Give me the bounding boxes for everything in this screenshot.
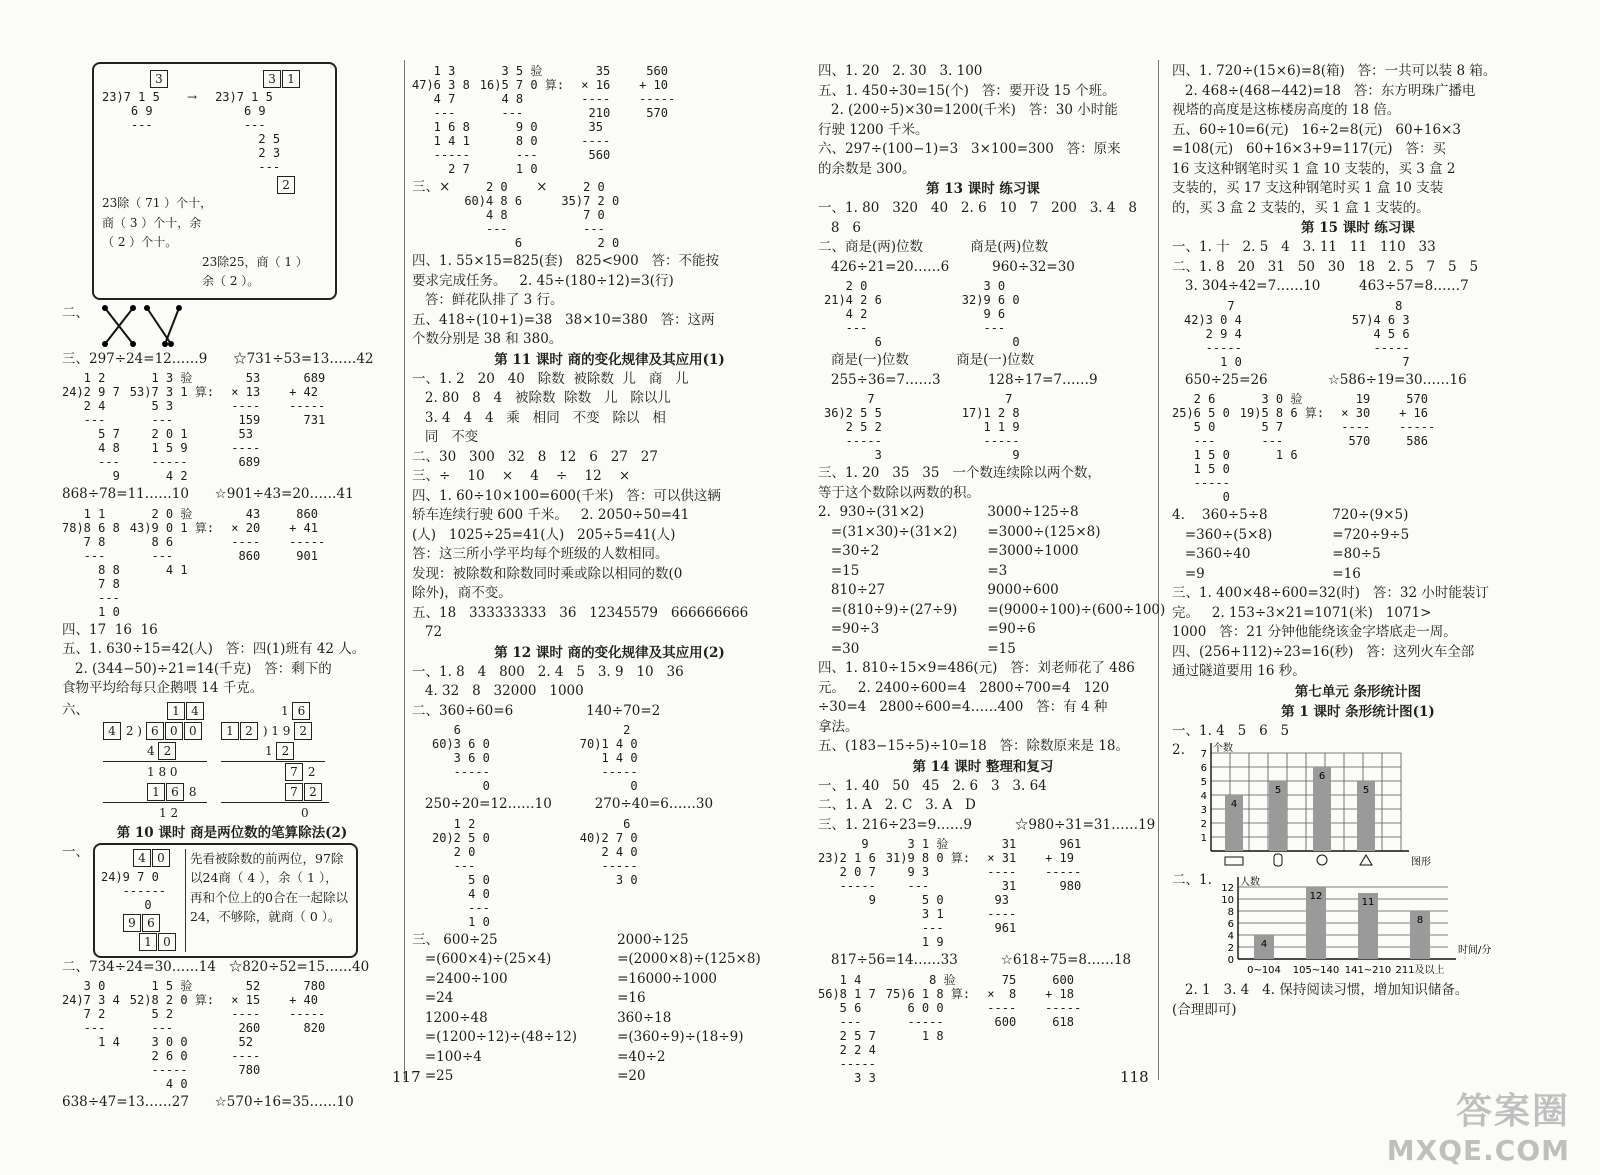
answer-line: 四、1. 810÷15×9=486(元) 答：刘老师花了 486 xyxy=(818,660,1135,676)
y-tick-label: 4 xyxy=(1200,791,1207,802)
answer-line: 四、1. 55×15=825(套) 825<900 答：不能按 xyxy=(412,253,720,269)
long-division: 9 23)2 1 6 2 0 7 ----- 9 xyxy=(818,837,876,907)
y-tick-label: 5 xyxy=(1200,777,1207,788)
bar-value-label: 4 xyxy=(1230,799,1238,810)
long-division: 3 0 32)9 6 0 9 6 --- 0 xyxy=(961,279,1020,349)
answer-line: 16 支这种钢笔时买 1 盒 10 支装的，买 3 盒 2 xyxy=(1172,160,1456,177)
watermark-logo: 答案圈 xyxy=(1455,1091,1570,1132)
answer-line: 完。 2. 153÷3×21=1071(米) 1071> xyxy=(1172,604,1432,621)
answer-line: 二、商是(两)位数 商是(两)位数 xyxy=(818,239,1049,255)
step: 三、 600÷25 xyxy=(412,931,498,948)
answer-line: 三、1. 20 35 35 一个数连续除以两个数， xyxy=(818,465,1101,481)
step: 9000÷600 xyxy=(987,582,1059,598)
y-tick-label: 6 xyxy=(1227,919,1234,930)
answer-line: 发现：被除数和除数同时乘或除以相同的数(0 xyxy=(412,565,683,582)
answer-line: =108(元) 60+16×3+9=117(元) 答：买 xyxy=(1172,141,1446,157)
box-digit: 6 xyxy=(142,914,160,932)
section-label: 六、 xyxy=(62,701,89,718)
column-4 xyxy=(1172,62,1544,1020)
answer-line: 的余数是 300。 xyxy=(818,160,916,177)
bar-chart-shapes xyxy=(1189,741,1449,871)
section-label: 2. xyxy=(1172,742,1185,758)
simplification-right xyxy=(1332,506,1409,584)
answer-line: 817÷56=14……33 ☆618÷75=8……18 xyxy=(818,952,1132,968)
check-calculation: 75 600 × 8 + 18 ---- ----- 600 618 xyxy=(987,972,1082,1029)
answer-line: 答：这三所小学平均每个班级的人数相同。 xyxy=(412,546,669,562)
box-digit: 7 xyxy=(285,763,303,781)
answer-line: 六、297÷(100−1)=3 3×100=300 答：原来 xyxy=(818,141,1121,157)
cylinder-icon xyxy=(1274,854,1282,866)
answer-line: 五、1. 630÷15=42(人) 答：四(1)班有 42 人。 xyxy=(62,641,366,657)
long-division: 2 0 验 43)9 0 1 算: 8 6 --- 4 1 xyxy=(129,506,215,577)
box-digit: 1 xyxy=(282,70,300,88)
step: 2. 930÷(31×2) xyxy=(818,504,925,520)
answer-line: 一、1. 4 5 6 5 xyxy=(1172,722,1290,739)
answer-line: 三、1. 216÷23=9……9 ☆980÷31=31……19 xyxy=(818,816,1156,833)
long-division: 1 2 24)2 9 7 2 4 --- 5 7 4 8 --- 9 xyxy=(62,371,120,483)
lesson-heading: 第 12 课时 商的变化规律及其应用(2) xyxy=(494,644,725,661)
y-axis-label: 个数 xyxy=(1212,743,1233,754)
answer-line: 二、30 300 32 8 12 6 27 27 xyxy=(412,448,658,465)
answer-line: ÷30=4 2800÷600=4……400 答：有 4 种 xyxy=(818,699,1108,715)
answer-line: 8 6 xyxy=(818,219,861,236)
box-digit: 0 xyxy=(184,722,202,740)
x-tick-label: 141~210 xyxy=(1344,965,1392,976)
long-division-diagram xyxy=(92,62,337,300)
step: =24 xyxy=(412,990,454,1006)
long-division: 2 0 35)7 2 0 7 0 --- 2 0 xyxy=(561,180,620,250)
section-label: 二、 xyxy=(62,304,89,321)
answer-line: 五、418÷(10+1)=38 38×10=380 答：这两 xyxy=(412,311,715,328)
answer-line: (人) 1025÷25=41(人) 205÷5=41(人) xyxy=(412,526,676,543)
answer-line: 四、1. 20 2. 30 3. 100 xyxy=(818,63,983,79)
box-digit: 2 xyxy=(276,742,294,760)
box-digit: 0 xyxy=(152,849,170,867)
step: =40÷2 xyxy=(617,1048,666,1065)
answer-line: 行驶 1200 千米。 xyxy=(818,121,929,138)
long-division: 3 0 验 19)5 8 6 算: 5 7 --- 1 6 xyxy=(1239,392,1325,462)
answer-line: 轿车连续行驶 600 千米。 2. 2050÷50=41 xyxy=(412,507,690,523)
y-tick-label: 12 xyxy=(1221,883,1234,894)
bar-chart-reading-time xyxy=(1216,871,1526,981)
answer-line: 1000 答：21 分钟他能绕该金字塔底走一周。 xyxy=(1172,624,1457,640)
long-division: 7 17)1 2 8 1 1 9 ----- 9 xyxy=(961,392,1020,462)
simplification-right xyxy=(987,503,1165,659)
box-division-a: 1 4 4 2 ) 6 0 0 4 2 1 8 0 1 6 8 1 2 xyxy=(103,701,207,823)
long-division: 1 5 验 52)8 2 0 算: 5 2 --- 3 0 0 2 6 0 ----- 4 0 xyxy=(129,979,215,1091)
y-tick-label: 7 xyxy=(1200,749,1207,760)
unit-heading: 第七单元 条形统计图 xyxy=(1294,683,1422,700)
lesson-heading: 第 11 课时 商的变化规律及其应用(1) xyxy=(494,351,725,368)
box-digit: 0 xyxy=(165,722,183,740)
digit: 1 8 0 xyxy=(147,764,178,779)
long-division: 2 0 60)4 8 6 4 8 --- 6 xyxy=(464,180,523,250)
division-step-2: 23)7 1 5 6 9 --- 2 5 2 3 --- xyxy=(215,90,281,174)
page-number-right: 118 xyxy=(1120,1068,1149,1086)
answer-line: 通过隧道要用 16 秒。 xyxy=(1172,663,1306,679)
y-tick-label: 3 xyxy=(1200,805,1207,816)
check-calculation: 31 961 × 31 + 19 ---- ----- 31 980 93 ---- 961 xyxy=(987,837,1082,935)
answer-line: 四、1. 60÷10×100=600(千米) 答：可以供这辆 xyxy=(412,487,721,504)
answer-line: 四、1. 720÷(15×6)=8(箱) 答：一共可以装 8 箱。 xyxy=(1172,63,1497,79)
digit: 4 xyxy=(147,743,155,758)
long-division: 7 36)2 5 5 2 5 2 ----- 3 xyxy=(824,392,882,462)
answer-line: 二、360÷60=6 140÷70=2 xyxy=(412,702,661,719)
box-division-b: 1 6 1 2 ) 1 9 2 1 2 7 2 7 2 0 xyxy=(221,701,329,823)
step: =25 xyxy=(412,1068,454,1084)
answer-line: 255÷36=7……3 128÷17=7……9 xyxy=(818,371,1098,388)
page-number-left: 117 xyxy=(392,1068,421,1086)
digit: 1 xyxy=(281,703,289,718)
bar-value-label: 11 xyxy=(1361,897,1375,908)
bar-value-label: 8 xyxy=(1416,915,1424,926)
answer-line: 除外)，商不变。 xyxy=(412,585,512,601)
box-digit: 9 xyxy=(123,914,141,932)
step: =3000÷(125×8) xyxy=(987,523,1101,540)
x-tick-label: 211及以上 xyxy=(1395,965,1445,976)
long-division: 3 1 验 31)9 8 0 算: 9 3 --- 5 0 3 1 --- 1 9 xyxy=(885,837,971,949)
box-digit: 4 xyxy=(186,702,204,720)
y-tick-label: 2 xyxy=(1227,943,1234,954)
long-division: 7 42)3 0 4 2 9 4 ----- 1 0 xyxy=(1184,298,1242,369)
y-tick-label: 1 xyxy=(1200,833,1207,844)
long-division-diagram xyxy=(93,843,358,958)
y-tick-label: 6 xyxy=(1200,763,1207,774)
check-calculation: 53 689 × 13 + 42 ---- ----- 159 731 53 ---- 689 xyxy=(231,371,326,469)
watermark xyxy=(1387,1083,1570,1167)
step: =360÷(5×8) xyxy=(1172,526,1273,543)
check-calculation: 43 860 × 20 + 41 ---- ----- 860 901 xyxy=(231,506,326,563)
long-division: 1 4 56)8 1 7 5 6 --- 2 5 7 2 2 4 ----- 3 3 xyxy=(818,972,876,1085)
step: =360÷40 xyxy=(1172,546,1251,562)
division-step-1: 23)7 1 5 6 9 --- xyxy=(102,90,160,132)
answer-line: 答：鲜花队排了 3 行。 xyxy=(412,292,564,308)
answer-line: 一、1. 十 2. 5 4 3. 11 11 110 33 xyxy=(1172,239,1436,255)
triangle-icon xyxy=(1360,855,1372,865)
long-division: 1 3 47)6 3 8 4 7 --- 1 6 8 1 4 1 ----- 2 7 xyxy=(412,64,470,176)
answer-line: 个数分别是 38 和 380。 xyxy=(412,331,563,347)
long-division: 2 70)1 4 0 1 4 0 ----- 0 xyxy=(579,723,638,793)
box-digit: 6 xyxy=(166,783,184,801)
column-2 xyxy=(412,62,807,1087)
digit: 1 2 xyxy=(159,805,179,820)
box-note: 商（ 3 ）个十，余 xyxy=(102,215,202,230)
step: =15 xyxy=(818,562,860,579)
answer-line: 等于这个数除以两数的积。 xyxy=(818,484,980,501)
step: =9 xyxy=(1172,565,1205,582)
answer-line: 2. 80 8 4 被除数 除数 儿 除以儿 xyxy=(412,390,671,406)
answer-line: 4. 32 8 32000 1000 xyxy=(412,683,584,699)
answer-line: 2. (200÷5)×30=1200(千米) 答：30 小时能 xyxy=(818,102,1118,118)
answer-line: 食物平均给每只企鹅喂 14 千克。 xyxy=(62,680,264,696)
box-digit: 3 xyxy=(150,70,168,88)
answer-line: 3. 4 4 4 乘 相同 不变 除以 相 xyxy=(412,409,666,426)
step: =15 xyxy=(987,640,1016,657)
long-division: 1 3 验 53)7 3 1 算: 5 3 --- 2 0 1 1 5 9 ----- 4 2 xyxy=(129,371,215,483)
long-division: 1 2 20)2 5 0 2 0 --- 5 0 4 0 --- 1 0 xyxy=(432,816,490,929)
bar-value-label: 5 xyxy=(1362,785,1370,796)
step: =720÷9÷5 xyxy=(1332,526,1410,543)
x-axis-label: 时间/分 xyxy=(1457,945,1492,956)
box-digit: 3 xyxy=(263,70,281,88)
box-digit: 6 xyxy=(292,702,310,720)
step: 720÷(9×5) xyxy=(1332,507,1409,523)
step: =(1200÷12)÷(48÷12) xyxy=(412,1029,578,1045)
step: =3 xyxy=(987,562,1008,579)
box-digit: 4 xyxy=(103,722,121,740)
step: 2000÷125 xyxy=(617,931,689,948)
y-tick-label: 4 xyxy=(1227,931,1234,942)
lesson-heading: 第 14 课时 整理和复习 xyxy=(912,758,1054,775)
long-division: 2 0 21)4 2 6 4 2 --- 6 xyxy=(824,279,882,349)
answer-line: 三、1. 400×48÷600=32(时) 答：32 小时能装订 xyxy=(1172,585,1489,601)
long-division: 6 60)3 6 0 3 6 0 ----- 0 xyxy=(432,723,490,793)
answer-line: 四、(256+112)÷23=16(秒) 答：这列火车全部 xyxy=(1172,643,1475,660)
step: =3000÷1000 xyxy=(987,543,1079,559)
y-tick-label: 8 xyxy=(1227,907,1234,918)
step: =16000÷1000 xyxy=(617,970,718,987)
simplification-left xyxy=(818,503,957,659)
digit: 1 9 xyxy=(271,723,291,738)
answer-line: 2. 468÷(468−442)=18 答：东方明珠广播电 xyxy=(1172,82,1476,99)
answer-line: 二、1. A 2. C 3. A D xyxy=(818,797,976,813)
step: =(31×30)÷(31×2) xyxy=(818,523,958,540)
box-note: 余（ 2 ）。 xyxy=(202,274,260,288)
step: =100÷4 xyxy=(412,1048,482,1065)
y-tick-label: 2 xyxy=(1200,819,1207,830)
y-axis-label: 人数 xyxy=(1239,877,1260,888)
step: 360÷18 xyxy=(617,1009,672,1026)
step: 3000÷125÷8 xyxy=(987,504,1079,520)
answer-line: 拿法。 xyxy=(818,718,859,735)
answer-line: 72 xyxy=(412,624,443,640)
box-digit: 2 xyxy=(240,722,258,740)
answer-line: 三、÷ 10 × 4 ÷ 12 × xyxy=(412,468,631,484)
box-digit: 1 xyxy=(167,702,185,720)
long-division: 6 40)2 7 0 2 4 0 ----- 3 0 xyxy=(579,816,638,887)
long-division: 3 0 24)7 3 4 7 2 --- 1 4 xyxy=(62,979,120,1049)
long-division: 8 验 75)6 1 8 算: 6 0 0 ----- 1 8 xyxy=(885,972,971,1043)
answer-line: 视塔的高度是这栋楼房高度的 18 倍。 xyxy=(1172,102,1401,118)
answer-line: 868÷78=11……10 ☆901÷43=20……41 xyxy=(62,486,354,502)
lesson-heading: 第 13 课时 练习课 xyxy=(926,181,1040,197)
step: =30 xyxy=(818,640,860,657)
division-frame: 24)9 7 0 ------ 0 xyxy=(101,869,167,912)
answer-line: 五、(183−15÷5)÷10=18 答：除数原来是 18。 xyxy=(818,738,1130,754)
wrong-mark: × xyxy=(536,179,548,195)
box-digit: 2 xyxy=(294,722,312,740)
section-label: 一、 xyxy=(62,843,89,860)
box-digit: 2 xyxy=(158,742,176,760)
lesson-heading: 第 1 课时 条形统计图(1) xyxy=(1281,703,1435,720)
answer-line: 2. (344−50)÷21=14(千克) 答：剩下的 xyxy=(62,660,332,677)
answer-line: 五、60÷10=6(元) 16÷2=8(元) 60+16×3 xyxy=(1172,121,1461,138)
answer-line: 638÷47=13……27 ☆570÷16=35……10 xyxy=(62,1094,354,1110)
answer-line: 元。 2. 2400÷600=4 2800÷700=4 120 xyxy=(818,679,1110,696)
answer-line: 二、734÷24=30……14 ☆820÷52=15……40 xyxy=(62,958,370,975)
long-division: 2 6 25)6 5 0 5 0 --- 1 5 0 1 5 0 ----- 0 xyxy=(1172,392,1230,504)
check-calculation: 52 780 × 15 + 40 ---- ----- 260 820 52 ---- 780 xyxy=(231,979,326,1077)
digit: 1 xyxy=(265,743,273,758)
step: =20 xyxy=(617,1068,646,1084)
simplification-left xyxy=(1172,506,1272,584)
answer-line: 一、1. 8 4 800 2. 4 5 3. 9 10 36 xyxy=(412,663,684,680)
answer-line: 二、1. 8 20 31 50 30 18 2. 5 7 5 5 xyxy=(1172,258,1479,275)
circle-icon xyxy=(1317,855,1327,865)
bar-value-label: 6 xyxy=(1318,771,1326,782)
answer-line: 250÷20=12……10 270÷40=6……30 xyxy=(412,796,714,812)
lesson-heading: 第 15 课时 练习课 xyxy=(1301,220,1415,236)
digit: 2 xyxy=(307,764,316,779)
matching-lines-diagram xyxy=(99,304,219,350)
step: =90÷3 xyxy=(818,621,880,637)
bar-value-label: 12 xyxy=(1309,891,1323,902)
step: =90÷6 xyxy=(987,621,1036,637)
box-digit: 1 xyxy=(221,722,239,740)
box-digit: 1 xyxy=(139,933,157,951)
step: =30÷2 xyxy=(818,543,880,559)
step: =80÷5 xyxy=(1332,546,1381,562)
lesson-heading: 第 10 课时 商是两位数的笔算除法(2) xyxy=(116,824,348,841)
box-digit: 2 xyxy=(277,176,295,194)
y-tick-label: 0 xyxy=(1227,955,1234,966)
step: =16 xyxy=(617,990,646,1006)
answer-line: 五、18 333333333 36 12345579 666666666 xyxy=(412,604,749,621)
answer-line: 要求完成任务。 2. 45÷(180÷12)=3(行) xyxy=(412,272,674,289)
step: 1200÷48 xyxy=(412,1009,488,1026)
check-calculation: 35 560 × 16 + 10 ---- ----- 210 570 35 ---- 560 xyxy=(581,64,676,162)
column-1 xyxy=(62,62,402,1113)
answer-line: 支装的，买 17 支这种钢笔时买 1 盒 10 支装 xyxy=(1172,180,1444,196)
answer-line: 2. 1 3. 4 4. 保持阅读习惯，增加知识储备。 xyxy=(1172,982,1469,998)
answer-line: 一、1. 2 20 40 除数 被除数 儿 商 儿 xyxy=(412,370,689,387)
watermark-url: MXQE.COM xyxy=(1386,1134,1570,1167)
step: =16 xyxy=(1332,565,1361,582)
box-digit: 0 xyxy=(158,933,176,951)
step: =(810÷9)÷(27÷9) xyxy=(818,601,958,618)
y-tick-label: 10 xyxy=(1221,895,1234,906)
answer-line: 一、1. 40 50 45 2. 6 3 3. 64 xyxy=(818,777,1047,794)
bar-value-label: 5 xyxy=(1274,785,1282,796)
step: =(2000×8)÷(125×8) xyxy=(617,951,761,967)
step: 810÷27 xyxy=(818,582,886,598)
box-digit: 2 xyxy=(304,783,322,801)
section-label: 二、1. xyxy=(1172,872,1212,888)
answer-line: 四、17 16 16 xyxy=(62,621,158,638)
section-label: 三、× xyxy=(412,179,451,195)
step: =(360÷9)÷(18÷9) xyxy=(617,1029,744,1045)
digit: 8 xyxy=(188,784,197,799)
step: =(600×4)÷(25×4) xyxy=(412,951,552,967)
x-tick-label: 0~104 xyxy=(1246,965,1281,976)
box-digit: 7 xyxy=(285,783,303,801)
check-calculation: 19 570 × 30 + 16 ---- ----- 570 586 xyxy=(1341,392,1436,448)
simplification-right xyxy=(617,931,761,1087)
box-note: 23除（ 71 ）个十， xyxy=(102,196,213,210)
explanation-note: 先看被除数的前两位，97除以24商（ 4 ），余（ 1 ），再和个位上的0合在一起除以24，不够除，就商（ 0 ）。 xyxy=(185,849,350,952)
simplification-left xyxy=(412,931,577,1087)
long-division: 8 57)4 6 3 4 5 6 ----- 7 xyxy=(1351,298,1410,369)
step: 4. 360÷5÷8 xyxy=(1172,507,1268,523)
divisor-digit: 2 xyxy=(125,723,134,738)
answer-line: 426÷21=20……6 960÷32=30 xyxy=(818,258,1075,275)
box-note: （ 2 ）个十。 xyxy=(102,235,178,249)
answer-line: 同 不变 xyxy=(412,429,479,445)
answer-line: 三、297÷24=12……9 ☆731÷53=13……42 xyxy=(62,350,374,367)
box-digit: 6 xyxy=(146,722,164,740)
answer-line: (合理即可) xyxy=(1172,1001,1237,1018)
rectangle-icon xyxy=(1225,857,1243,865)
column-divider-left xyxy=(404,60,405,1080)
arrow-icon: → xyxy=(187,90,198,104)
answer-line: 一、1. 80 320 40 2. 6 10 7 200 3. 4 8 xyxy=(818,200,1137,216)
long-division: 1 1 78)8 6 8 7 8 --- 8 8 7 8 --- 1 0 xyxy=(62,506,120,619)
answer-line: 的，买 3 盒 2 支装的，买 1 盒 1 支装的。 xyxy=(1172,199,1430,216)
box-note: 23除25，商（ 1 ） xyxy=(202,254,308,269)
step: =2400÷100 xyxy=(412,970,508,987)
bar-value-label: 4 xyxy=(1260,939,1268,950)
box-digit: 1 xyxy=(147,783,165,801)
step: =(9000÷100)÷(600÷100) xyxy=(987,601,1166,618)
answer-line: 商是(一)位数 商是(一)位数 xyxy=(818,352,1035,368)
x-tick-label: 105~140 xyxy=(1292,965,1340,976)
box-digit: 4 xyxy=(133,849,151,867)
column-3 xyxy=(818,62,1166,1087)
long-division: 3 5 验 16)5 7 0 算: 4 8 --- 9 0 8 0 --- 1 0 xyxy=(479,64,565,176)
answer-line: 3. 304÷42=7……10 463÷57=8……7 xyxy=(1172,278,1469,294)
answer-line: 650÷25=26 ☆586÷19=30……16 xyxy=(1172,371,1467,388)
answer-line: 五、1. 450÷30=15(个) 答：要开设 15 个班。 xyxy=(818,82,1116,99)
x-axis-label: 图形 xyxy=(1410,857,1431,868)
